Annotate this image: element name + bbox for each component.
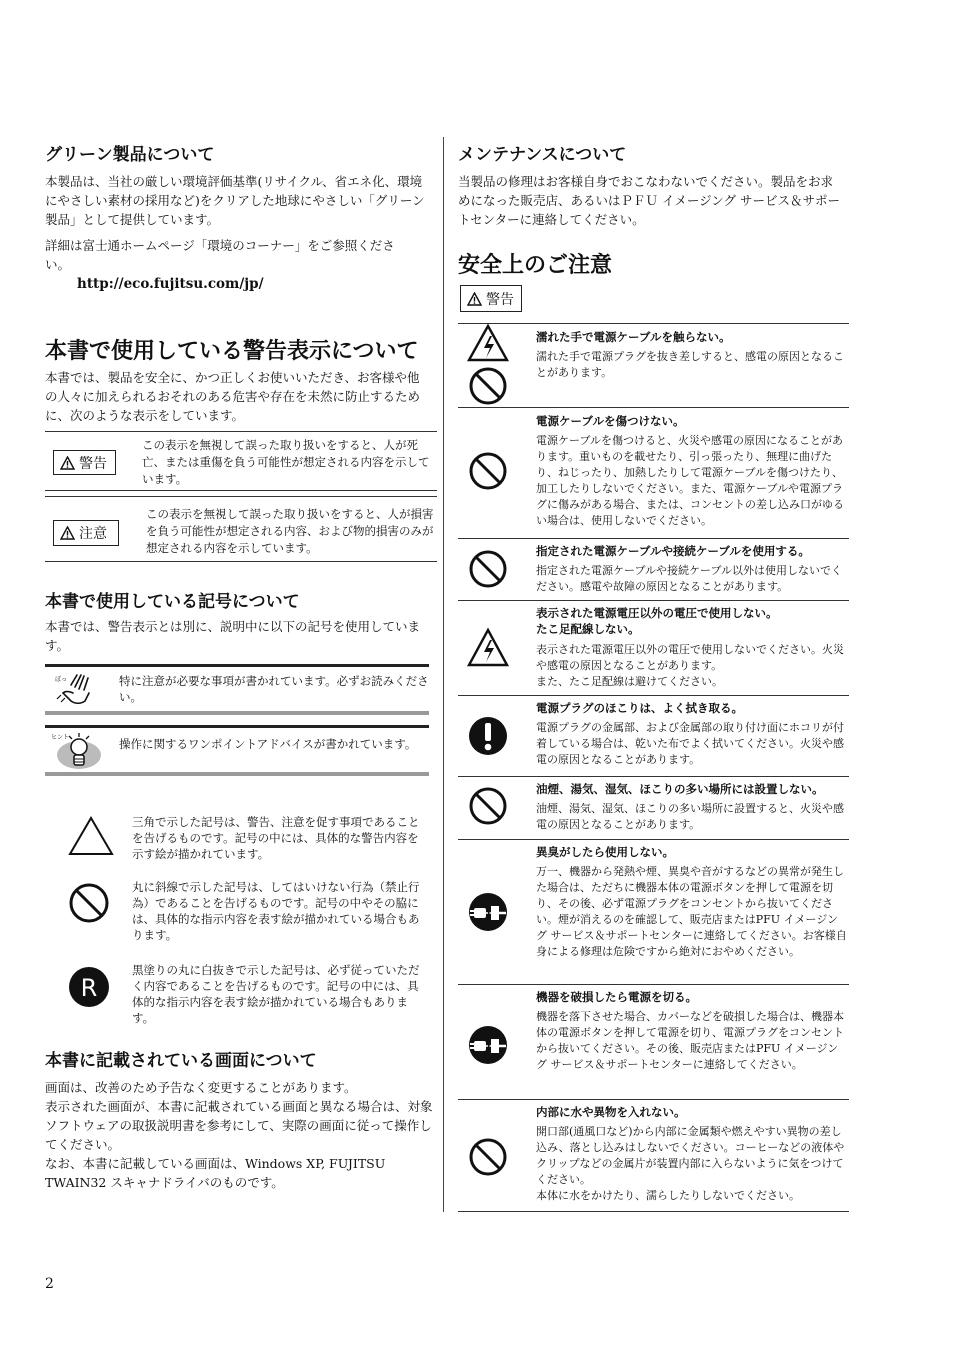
screens-heading: 本書に記載されている画面について [45, 1051, 317, 1071]
divider [45, 431, 437, 432]
green-products-text: 本製品は、当社の厳しい環境評価基準(リサイクル、省エネ化、環境にやさしい素材の採用など)をクリアした地球にやさしい「グリーン製品」として提供しています。 [45, 174, 425, 227]
triangle-symbol-icon [68, 816, 114, 856]
divider [458, 1211, 849, 1212]
maintenance-text: 当製品の修理はお客様自身でおこなわないでください。製品をお求めになった販売店、あるいはＰＦＵ イメージング サービス＆サポートセンターに連絡してください。 [458, 174, 841, 227]
warning-badge-description: この表示を無視して誤った取り扱いをすると、人が死亡、または重傷を負う可能性が想定される内容を示しています。 [142, 438, 430, 486]
electric-shock-icon [466, 627, 510, 669]
safety-item-body: 表示された電源電圧以外の電圧で使用しないでください。火災や感電の原因となることがあります。 また、たこ足配線は避けてください。 [536, 643, 844, 688]
hint-tag: ヒント [51, 734, 70, 741]
safety-item-title: 異臭がしたら使用しない。 [536, 845, 674, 859]
divider [45, 561, 437, 562]
safety-heading: 安全上のご注意 [458, 253, 613, 278]
safety-item-title: 機器を破損したら電源を切る。 [536, 990, 697, 1004]
warning-triangle-icon [60, 456, 75, 470]
screens-text-2: 表示された画面が、本書に記載されている画面と異なる場合は、対象ソフトウェアの取扱説明書を参考にして、実際の画面に従って操作してください。 [45, 1099, 433, 1152]
safety-item-body: 油煙、湯気、湿気、ほこりの多い場所に設置すると、火災や感電の原因となることがあります。 [536, 802, 844, 831]
hint-note-text: 操作に関するワンポイントアドバイスが書かれています。 [119, 737, 417, 751]
divider [45, 496, 437, 497]
safety-item-body: 指定された電源ケーブルや接続ケーブル以外は使用しないでください。感電や故障の原因となることがあります。 [536, 564, 843, 593]
warning-triangle-icon [467, 292, 482, 306]
mandatory-symbol-icon [67, 965, 111, 1009]
green-products-heading: グリーン製品について [45, 145, 215, 165]
important-hand-icon [53, 671, 101, 705]
divider [458, 839, 849, 840]
prohibition-symbol-icon [68, 882, 110, 924]
caution-badge [53, 520, 119, 546]
symbols-intro: 本書では、警告表示とは別に、説明中に以下の記号を使用しています。 [45, 619, 421, 653]
mandatory-symbol-text: 黒塗りの丸に白抜きで示した記号は、必ず従っていただく内容であることを告げるものです。記号の中には、具体的な指示内容を表す絵が描かれている場合もあります。 [132, 963, 420, 1025]
warning-display-heading: 本書で使用している警告表示について [45, 339, 419, 364]
divider [45, 490, 437, 491]
safety-item-body: 開口部(通風口など)から内部に金属類や燃えやすい異物の差し込み、落とし込みはしないでください。コーヒーなどの液体やクリップなどの金属片が装置内部に入らないように気をつけてください。 本体に水をかけたり、濡らしたりしないでください。 [536, 1125, 845, 1202]
caution-triangle-icon [60, 526, 75, 540]
safety-item-body: 電源プラグの金属部、および金属部の取り付け面にホコリが付着している場合は、乾いた布でよく拭いてください。火災や感電の原因となることがあります。 [536, 721, 844, 766]
divider [458, 984, 849, 985]
prohibition-symbol-text: 丸に斜線で示した記号は、してはいけない行為（禁止行為）であることを告げるものです。記号の中やその脇には、具体的な指示内容を表す絵が描かれている場合もあります。 [132, 880, 420, 942]
warning-badge [53, 450, 116, 475]
maintenance-heading: メンテナンスについて [458, 145, 627, 165]
warning-display-intro: 本書では、製品を安全に、かつ正しくお使いいただき、お客様や他の人々に加えられるおそれのある危害や存在を未然に防止するために、次のような表示をしています。 [45, 370, 421, 423]
green-products-detail: 詳細は富士通ホームページ「環境のコーナー」をご参照ください。 [45, 238, 395, 272]
prohibition-icon [468, 1137, 508, 1177]
safety-item-title: 電源プラグのほこりは、よく拭き取る。 [536, 701, 743, 715]
safety-item-title: 指定された電源ケーブルや接続ケーブルを使用する。 [536, 544, 810, 558]
safety-warning-badge [460, 285, 522, 312]
divider [458, 695, 849, 696]
safety-item-body: 電源ケーブルを傷つけると、火災や感電の原因になることがあります。重いものを載せたり、引っ張ったり、無理に曲げたり、ねじったり、加熱したりして電源ケーブルを傷つけたり、加工したりしないでください。また、電源ケーブルや電源プラグに傷みがある場合、または、コンセントの差し込み口がゆるい場合は、使用しないでください。 [536, 434, 844, 527]
safety-item-body: 機器を落下させた場合、カバーなどを破損した場合は、機器本体の電源ボタンを押して電源を切り、電源プラグをコンセントから抜いてください。その後、販売店またはPFU イメージング サービス＆サポートセンターに連絡してください。 [536, 1010, 844, 1071]
divider [45, 664, 429, 667]
prohibition-icon [468, 451, 508, 491]
safety-item-body: 濡れた手で電源プラグを抜き差しすると、感電の原因となることがあります。 [536, 350, 844, 379]
prohibition-icon [468, 549, 508, 589]
symbols-heading: 本書で使用している記号について [45, 592, 300, 612]
safety-item-title: 濡れた手で電源ケーブルを触らない。 [536, 330, 731, 344]
important-note-text: 特に注意が必要な事項が書かれています。必ずお読みください。 [119, 674, 429, 704]
divider [458, 407, 849, 408]
divider [458, 1099, 849, 1100]
caution-badge-label: 注意 [79, 526, 107, 542]
electric-shock-icon [466, 322, 510, 408]
eco-url-link[interactable]: http://eco.fujitsu.com/jp/ [77, 276, 264, 292]
unplug-icon [468, 892, 508, 932]
caution-badge-description: この表示を無視して誤った取り扱いをすると、人が損害を負う可能性が想定される内容、および物的損害のみが想定される内容を示しています。 [146, 507, 434, 555]
safety-item-title: 表示された電源電圧以外の電圧で使用しない。 たこ足配線しない。 [536, 606, 778, 636]
divider [45, 772, 429, 776]
important-tag: ぽっ [55, 676, 68, 683]
screens-text-3: なお、本書に記載している画面は、Windows XP, FUJITSU TWAIN32 スキャナドライバのものです。 [45, 1156, 386, 1190]
unplug-icon [468, 1025, 508, 1065]
warning-badge-label: 警告 [79, 455, 107, 472]
safety-item-title: 油煙、湯気、湿気、ほこりの多い場所には設置しない。 [536, 782, 824, 796]
divider [45, 725, 429, 728]
divider [458, 323, 849, 324]
mandatory-letter: R [80, 974, 98, 1002]
column-divider [443, 137, 444, 1212]
hint-bulb-icon [51, 729, 103, 773]
safety-item-title: 内部に水や異物を入れない。 [536, 1105, 686, 1119]
prohibition-icon [468, 786, 508, 826]
triangle-symbol-text: 三角で示した記号は、警告、注意を促す事項であることを告げるものです。記号の中には、具体的な警告内容を示す絵が描かれています。 [132, 815, 420, 861]
divider [458, 600, 849, 601]
divider [458, 776, 849, 777]
page-number: 2 [45, 1276, 54, 1292]
safety-badge-label: 警告 [486, 291, 514, 308]
safety-item-body: 万一、機器から発熱や煙、異臭や音がするなどの異常が発生した場合は、ただちに機器本体の電源ボタンを押して電源を切り、その後、必ず電源プラグをコンセントから抜いてください。煙が消えるのを確認して、販売店またはPFU イメージング サービス＆サポートセンターに連絡してください。お客様自身による修理は危険ですから絶対におやめください。 [536, 865, 847, 958]
divider [458, 538, 849, 539]
screens-text-1: 画面は、改善のため予告なく変更することがあります。 [45, 1080, 357, 1095]
divider [45, 711, 429, 715]
safety-item-title: 電源ケーブルを傷つけない。 [536, 414, 685, 428]
mandatory-exclamation-icon [468, 716, 508, 756]
